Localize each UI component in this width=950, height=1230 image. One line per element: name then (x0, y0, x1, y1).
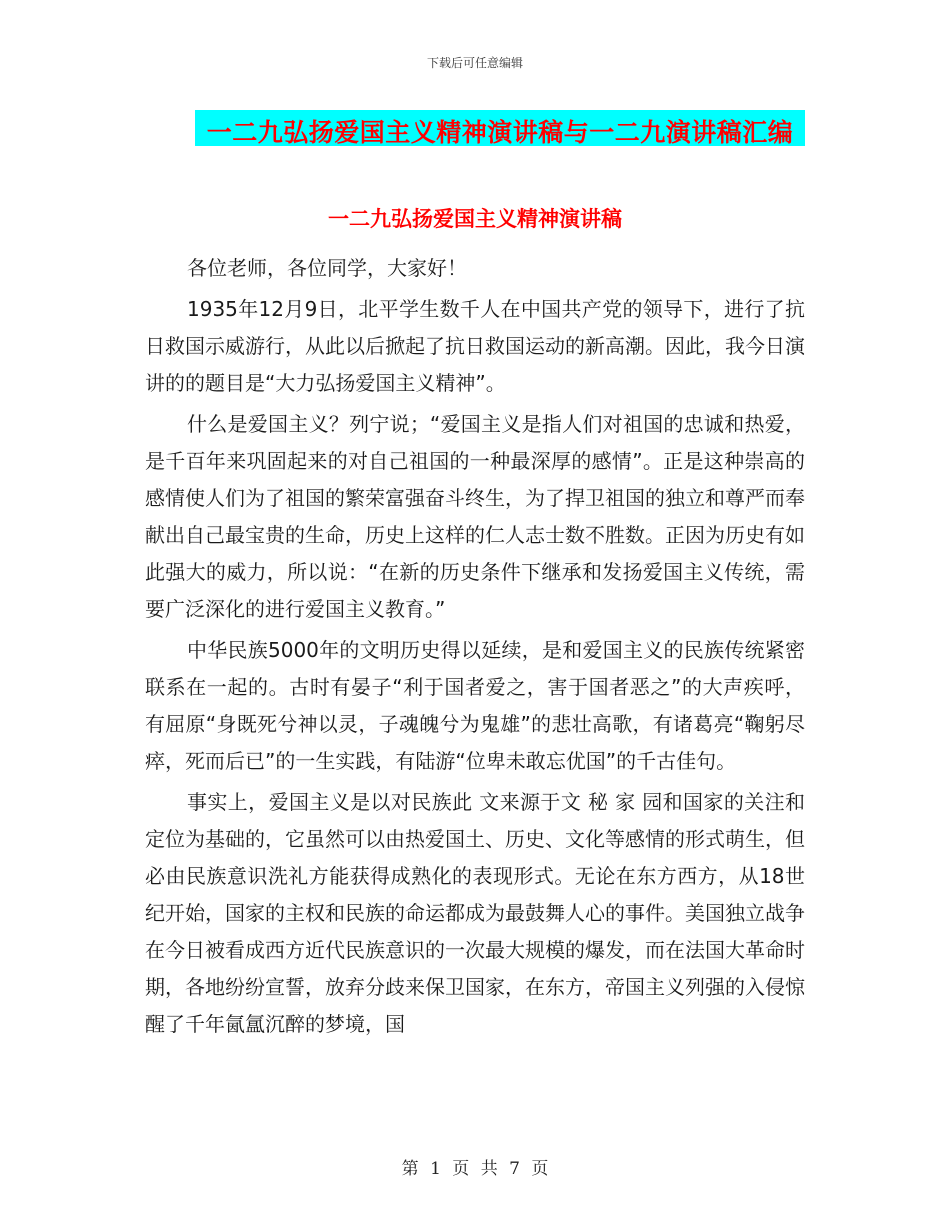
paragraph: 什么是爱国主义？列宁说；“爱国主义是指人们对祖国的忠诚和热爱，是千百年来巩固起来的对自己祖国的一种最深厚的感情”。正是这种崇高的感情使人们为了祖国的繁荣富强奋斗终生，为了捍卫祖国的独立和尊严而奉献出自己最宝贵的生命，历史上这样的仁人志士数不胜数。正因为历史有如此强大的威力，所以说：“在新的历史条件下继承和发扬爱国主义传统，需要广泛深化的进行爱国主义教育。” (145, 412, 805, 621)
page-number: 第 1 页 共 7 页 (401, 1159, 549, 1179)
document-body (145, 250, 805, 1047)
paragraph: 中华民族5000年的文明历史得以延续，是和爱国主义的民族传统紧密联系在一起的。古时有晏子“利于国者爱之，害于国者恶之”的大声疾呼，有屈原“身既死兮神以灵，子魂魄兮为鬼雄”的悲壮高歌，有诸葛亮“鞠躬尽瘁，死而后已”的一生实践，有陆游“位卑未敢忘优国”的千古佳句。 (145, 638, 805, 773)
document-title: 一二九弘扬爱国主义精神演讲稿与一二九演讲稿汇编 (206, 118, 794, 147)
section-title: 一二九弘扬爱国主义精神演讲稿 (328, 207, 622, 231)
paragraph: 事实上，爱国主义是以对民族此 文来源于文 秘 家 园和国家的关注和定位为基础的，它虽然可以由热爱国土、历史、文化等感情的形式萌生，但必由民族意识洗礼方能获得成熟化的表现形式。无论在东方西方，从18世纪开始，国家的主权和民族的命运都成为最鼓舞人心的事件。美国独立战争在今日被看成西方近代民族意识的一次最大规模的爆发，而在法国大革命时期，各地纷纷宣誓，放弃分歧来保卫国家，在东方，帝国主义列强的入侵惊醒了千年氤氲沉醉的梦境，国 (145, 790, 805, 1036)
header-note: 下载后可任意编辑 (426, 56, 523, 70)
paragraph-greeting: 各位老师，各位同学，大家好！ (187, 256, 467, 280)
paragraph: 1935年12月9日，北平学生数千人在中国共产党的领导下，进行了抗日救国示威游行，从此以后掀起了抗日救国运动的新高潮。因此，我今日演讲的的题目是“大力弘扬爱国主义精神”。 (145, 297, 805, 395)
